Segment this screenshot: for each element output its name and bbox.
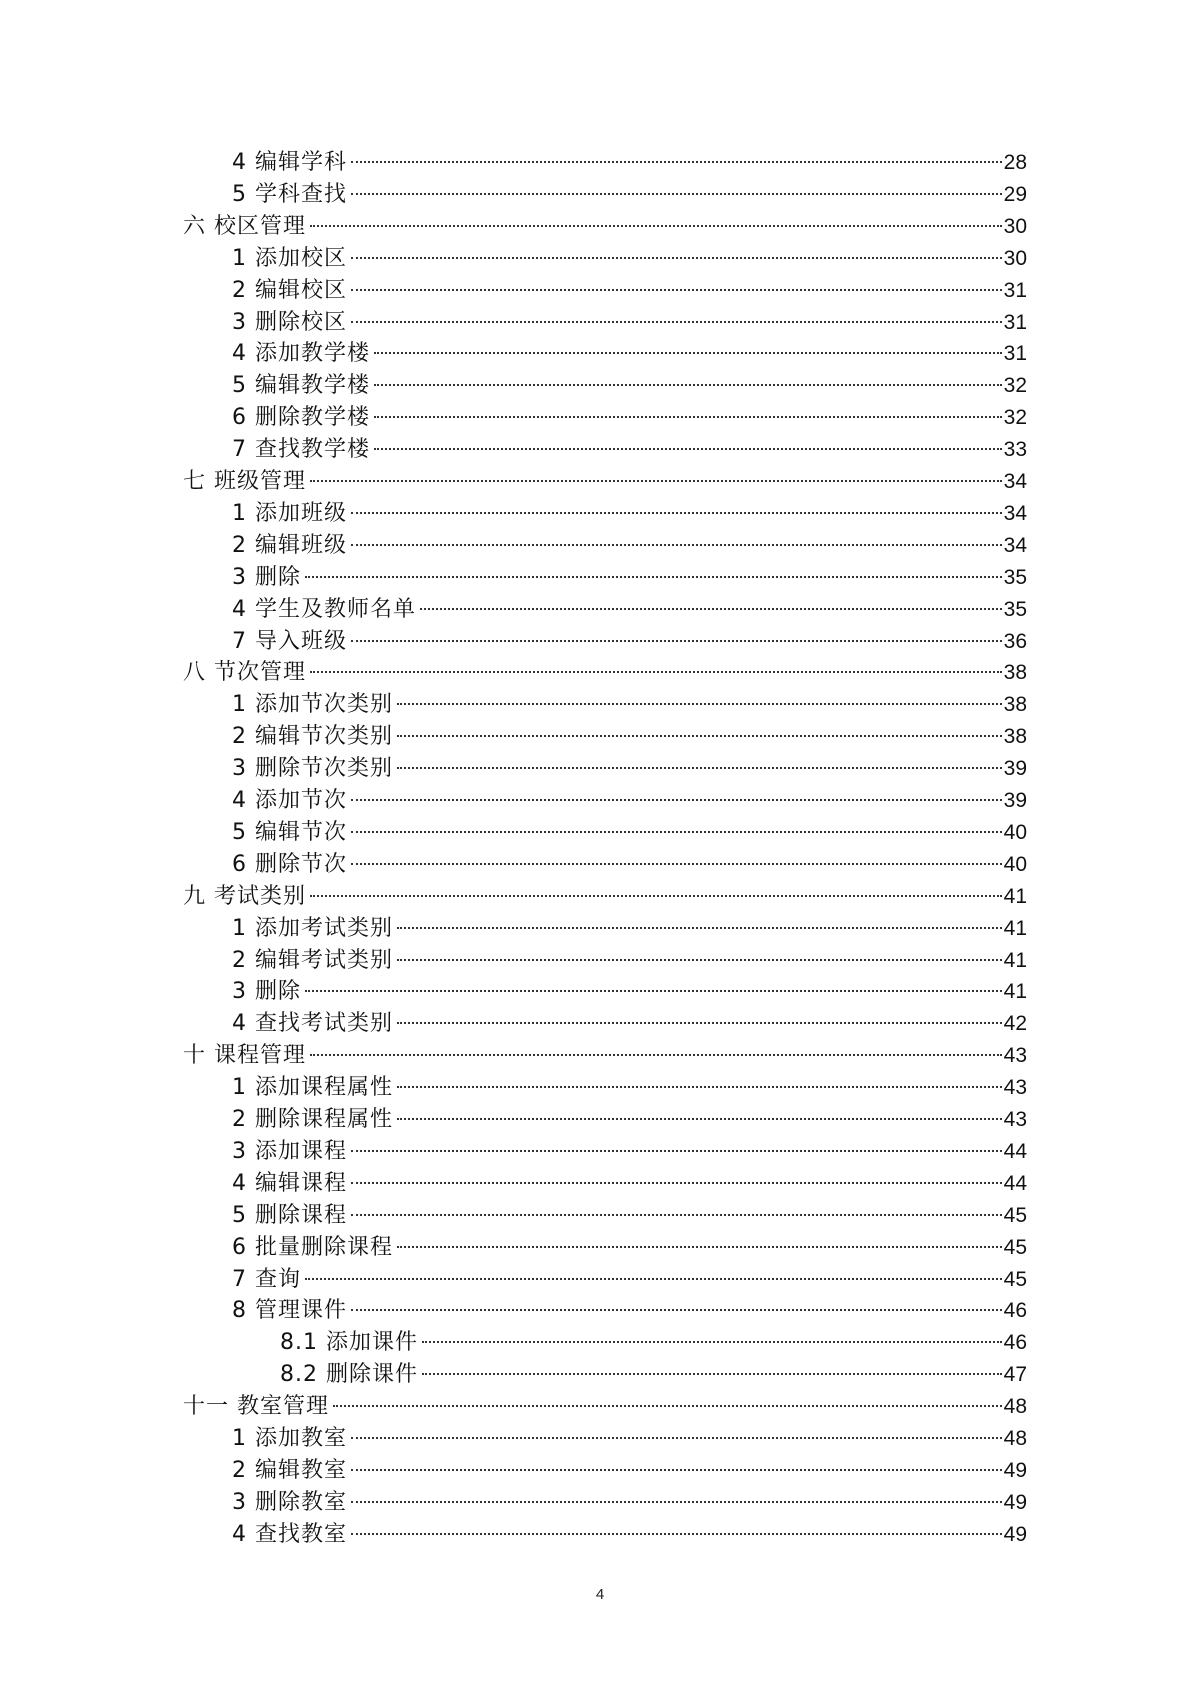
toc-entry[interactable]: [232, 307, 1027, 339]
toc-entry[interactable]: [232, 1136, 1027, 1168]
toc-entry[interactable]: [232, 849, 1027, 881]
toc-entry-title: 1 添加课程属性: [232, 1075, 393, 1101]
toc-entry-title: 8.1 添加课件: [280, 1330, 418, 1356]
dot-leader: [351, 512, 1002, 514]
dot-leader: [374, 448, 1002, 450]
toc-entry-title: 1 添加节次类别: [232, 692, 393, 718]
toc-entry-page-number: 34: [1003, 533, 1027, 557]
toc-entry[interactable]: [183, 211, 1027, 243]
dot-leader: [374, 416, 1002, 418]
toc-entry[interactable]: [280, 1359, 1027, 1391]
toc-entry-title: 十 课程管理: [183, 1043, 306, 1069]
toc-entry[interactable]: [232, 1423, 1027, 1455]
dot-leader: [397, 767, 1002, 769]
toc-entry-title: 5 编辑教学楼: [232, 373, 370, 399]
dot-leader: [397, 1086, 1002, 1088]
toc-entry-page-number: 41: [1003, 948, 1027, 972]
toc-entry-page-number: 48: [1003, 1427, 1027, 1450]
toc-entry[interactable]: [183, 1391, 1027, 1423]
toc-entry-page-number: 45: [1003, 1267, 1027, 1291]
toc-entry-page-number: 43: [1003, 1108, 1027, 1131]
dot-leader: [351, 863, 1002, 865]
toc-entry[interactable]: [232, 626, 1027, 658]
toc-entry-page-number: 34: [1003, 501, 1027, 525]
toc-entry-title: 3 删除: [232, 564, 301, 590]
toc-entry-title: 七 班级管理: [183, 469, 306, 494]
dot-leader: [351, 544, 1002, 546]
dot-leader: [397, 703, 1002, 705]
dot-leader: [310, 1054, 1002, 1056]
toc-entry-page-number: 34: [1003, 470, 1027, 493]
dot-leader: [310, 671, 1002, 673]
dot-leader: [397, 1022, 1002, 1024]
toc-entry[interactable]: [232, 370, 1027, 402]
dot-leader: [351, 799, 1002, 801]
dot-leader: [420, 608, 1002, 610]
toc-entry[interactable]: [232, 753, 1027, 785]
dot-leader: [397, 959, 1002, 961]
dot-leader: [422, 1341, 1002, 1343]
toc-entry[interactable]: [232, 913, 1027, 945]
toc-entry-page-number: 32: [1003, 406, 1027, 430]
toc-entry[interactable]: [232, 147, 1027, 179]
toc-entry-title: 4 编辑学科: [232, 150, 347, 175]
toc-entry-title: 4 编辑课程: [232, 1170, 347, 1196]
toc-entry-title: 1 添加考试类别: [232, 915, 393, 941]
toc-entry[interactable]: [232, 179, 1027, 211]
dot-leader: [310, 480, 1002, 482]
toc-entry-page-number: 49: [1003, 1490, 1027, 1514]
toc-entry-title: 3 删除: [232, 979, 301, 1005]
toc-entry-title: 5 编辑节次: [232, 819, 347, 845]
toc-entry[interactable]: [232, 434, 1027, 466]
toc-entry-title: 2 编辑校区: [232, 277, 347, 303]
toc-entry-page-number: 38: [1003, 661, 1027, 685]
toc-entry-title: 6 批量删除课程: [232, 1234, 393, 1260]
dot-leader: [351, 289, 1002, 291]
toc-entry[interactable]: [232, 1104, 1027, 1136]
toc-entry[interactable]: [232, 530, 1027, 562]
toc-entry-page-number: 45: [1003, 1235, 1027, 1259]
toc-entry-page-number: 40: [1003, 852, 1027, 876]
toc-entry[interactable]: [183, 1040, 1027, 1072]
toc-entry-title: 3 删除校区: [232, 309, 347, 335]
toc-entry-page-number: 44: [1003, 1171, 1027, 1195]
dot-leader: [351, 1182, 1002, 1184]
toc-entry[interactable]: [232, 1519, 1027, 1551]
toc-entry-title: 3 删除节次类别: [232, 756, 393, 782]
toc-entry-page-number: 47: [1003, 1363, 1027, 1387]
dot-leader: [351, 1533, 1002, 1535]
toc-entry-page-number: 38: [1003, 725, 1027, 749]
dot-leader: [351, 1469, 1002, 1471]
toc-entry[interactable]: [232, 275, 1027, 307]
toc-entry[interactable]: [232, 1487, 1027, 1519]
dot-leader: [351, 640, 1002, 642]
dot-leader: [351, 257, 1002, 259]
toc-entry-title: 7 查找教学楼: [232, 437, 370, 463]
dot-leader: [333, 1405, 1002, 1407]
dot-leader: [351, 321, 1002, 323]
toc-entry[interactable]: [232, 945, 1027, 977]
toc-entry[interactable]: [232, 1232, 1027, 1264]
toc-entry[interactable]: [232, 1264, 1027, 1296]
dot-leader: [397, 1246, 1002, 1248]
dot-leader: [305, 1278, 1002, 1280]
toc-entry-title: 六 校区管理: [183, 213, 306, 239]
toc-entry-title: 八 节次管理: [183, 660, 306, 686]
dot-leader: [397, 735, 1002, 737]
toc-entry-page-number: 36: [1003, 629, 1027, 653]
toc-entry[interactable]: [232, 1295, 1027, 1327]
toc-entry-page-number: 44: [1003, 1139, 1027, 1163]
dot-leader: [351, 1437, 1002, 1439]
toc-entry-page-number: 32: [1003, 374, 1027, 398]
toc-entry[interactable]: [232, 817, 1027, 849]
dot-leader: [310, 225, 1002, 227]
toc-entry-page-number: 43: [1003, 1076, 1027, 1100]
dot-leader: [351, 1150, 1002, 1152]
toc-entry-title: 8 管理课件: [232, 1298, 347, 1324]
toc-entry-title: 5 删除课程: [232, 1202, 347, 1228]
toc-entry-page-number: 30: [1003, 214, 1027, 238]
toc-entry-page-number: 30: [1003, 246, 1027, 270]
toc-entry-title: 7 查询: [232, 1266, 301, 1292]
toc-entry-page-number: 46: [1003, 1299, 1027, 1323]
toc-entry[interactable]: [232, 1008, 1027, 1040]
toc-entry[interactable]: [232, 562, 1027, 594]
toc-entry[interactable]: [232, 1072, 1027, 1104]
toc-entry[interactable]: [232, 402, 1027, 434]
toc-entry-page-number: 31: [1003, 278, 1027, 302]
dot-leader: [374, 352, 1002, 354]
toc-entry[interactable]: [232, 1168, 1027, 1200]
toc-entry-title: 6 删除节次: [232, 851, 347, 877]
toc-entry-title: 2 编辑班级: [232, 532, 347, 558]
toc-entry-page-number: 39: [1003, 757, 1027, 781]
toc-entry[interactable]: [232, 1200, 1027, 1232]
toc-entry-title: 2 编辑节次类别: [232, 724, 393, 750]
toc-entry[interactable]: [232, 338, 1027, 370]
toc-entry-page-number: 31: [1003, 310, 1027, 334]
toc-entry-title: 九 考试类别: [183, 883, 306, 909]
toc-entry[interactable]: [232, 243, 1027, 275]
toc-entry-page-number: 41: [1003, 916, 1027, 940]
toc-entry-title: 1 添加教室: [232, 1426, 347, 1451]
toc-entry[interactable]: [183, 657, 1027, 689]
toc-entry-title: 4 查找教室: [232, 1521, 347, 1547]
dot-leader: [397, 1118, 1002, 1120]
toc-entry-title: 7 导入班级: [232, 628, 347, 654]
toc-entry-title: 6 删除教学楼: [232, 405, 370, 431]
dot-leader: [310, 895, 1002, 897]
toc-entry-page-number: 48: [1003, 1395, 1027, 1419]
toc-entry-title: 3 添加课程: [232, 1138, 347, 1164]
dot-leader: [397, 927, 1002, 929]
dot-leader: [305, 576, 1002, 578]
toc-entry-title: 1 添加校区: [232, 245, 347, 271]
toc-entry-page-number: 38: [1003, 693, 1027, 717]
toc-entry[interactable]: [232, 976, 1027, 1008]
toc-entry-page-number: 45: [1003, 1203, 1027, 1227]
toc-entry[interactable]: [232, 721, 1027, 753]
dot-leader: [422, 1373, 1002, 1375]
toc-entry-page-number: 39: [1003, 789, 1027, 812]
toc-entry-title: 8.2 删除课件: [280, 1362, 418, 1388]
toc-entry-title: 4 添加节次: [232, 788, 347, 813]
toc-entry-page-number: 29: [1003, 182, 1027, 206]
dot-leader: [351, 161, 1002, 163]
toc-entry-page-number: 41: [1003, 980, 1027, 1004]
toc-entry-title: 2 编辑考试类别: [232, 947, 393, 973]
dot-leader: [351, 193, 1002, 195]
toc-entry-title: 十一 教室管理: [183, 1394, 329, 1420]
dot-leader: [351, 831, 1002, 833]
toc-entry-title: 4 添加教学楼: [232, 341, 370, 367]
toc-entry[interactable]: [232, 689, 1027, 721]
toc-entry-title: 2 删除课程属性: [232, 1107, 393, 1132]
toc-entry-page-number: 42: [1003, 1012, 1027, 1036]
toc-entry[interactable]: [232, 785, 1027, 817]
toc-entry[interactable]: [232, 594, 1027, 626]
dot-leader: [351, 1214, 1002, 1216]
dot-leader: [351, 1309, 1002, 1311]
toc-entry-page-number: 40: [1003, 820, 1027, 844]
toc-entry[interactable]: [183, 881, 1027, 913]
toc-entry-title: 3 删除教室: [232, 1489, 347, 1515]
toc-entry[interactable]: [232, 498, 1027, 530]
toc-entry[interactable]: [280, 1327, 1027, 1359]
toc-entry-page-number: 43: [1003, 1044, 1027, 1068]
toc-entry-title: 4 查找考试类别: [232, 1011, 393, 1037]
toc-entry-title: 4 学生及教师名单: [232, 596, 416, 622]
dot-leader: [351, 1501, 1002, 1503]
toc-entry-page-number: 33: [1003, 438, 1027, 462]
toc-entry-page-number: 31: [1003, 342, 1027, 366]
toc-entry-page-number: 41: [1003, 884, 1027, 908]
footer-page-number: 4: [595, 1586, 605, 1603]
toc-entry-page-number: 28: [1003, 151, 1027, 174]
toc-entry-page-number: 35: [1003, 565, 1027, 589]
toc-entry-page-number: 49: [1003, 1522, 1027, 1546]
toc-entry-title: 5 学科查找: [232, 181, 347, 207]
toc-entry-page-number: 35: [1003, 597, 1027, 621]
toc-entry[interactable]: [183, 466, 1027, 498]
toc-entry-page-number: 46: [1003, 1331, 1027, 1355]
toc-entry-title: 2 编辑教室: [232, 1457, 347, 1483]
dot-leader: [305, 990, 1002, 992]
toc-entry[interactable]: [232, 1455, 1027, 1487]
toc-entry-title: 1 添加班级: [232, 500, 347, 526]
toc-entry-page-number: 49: [1003, 1458, 1027, 1482]
dot-leader: [374, 384, 1002, 386]
